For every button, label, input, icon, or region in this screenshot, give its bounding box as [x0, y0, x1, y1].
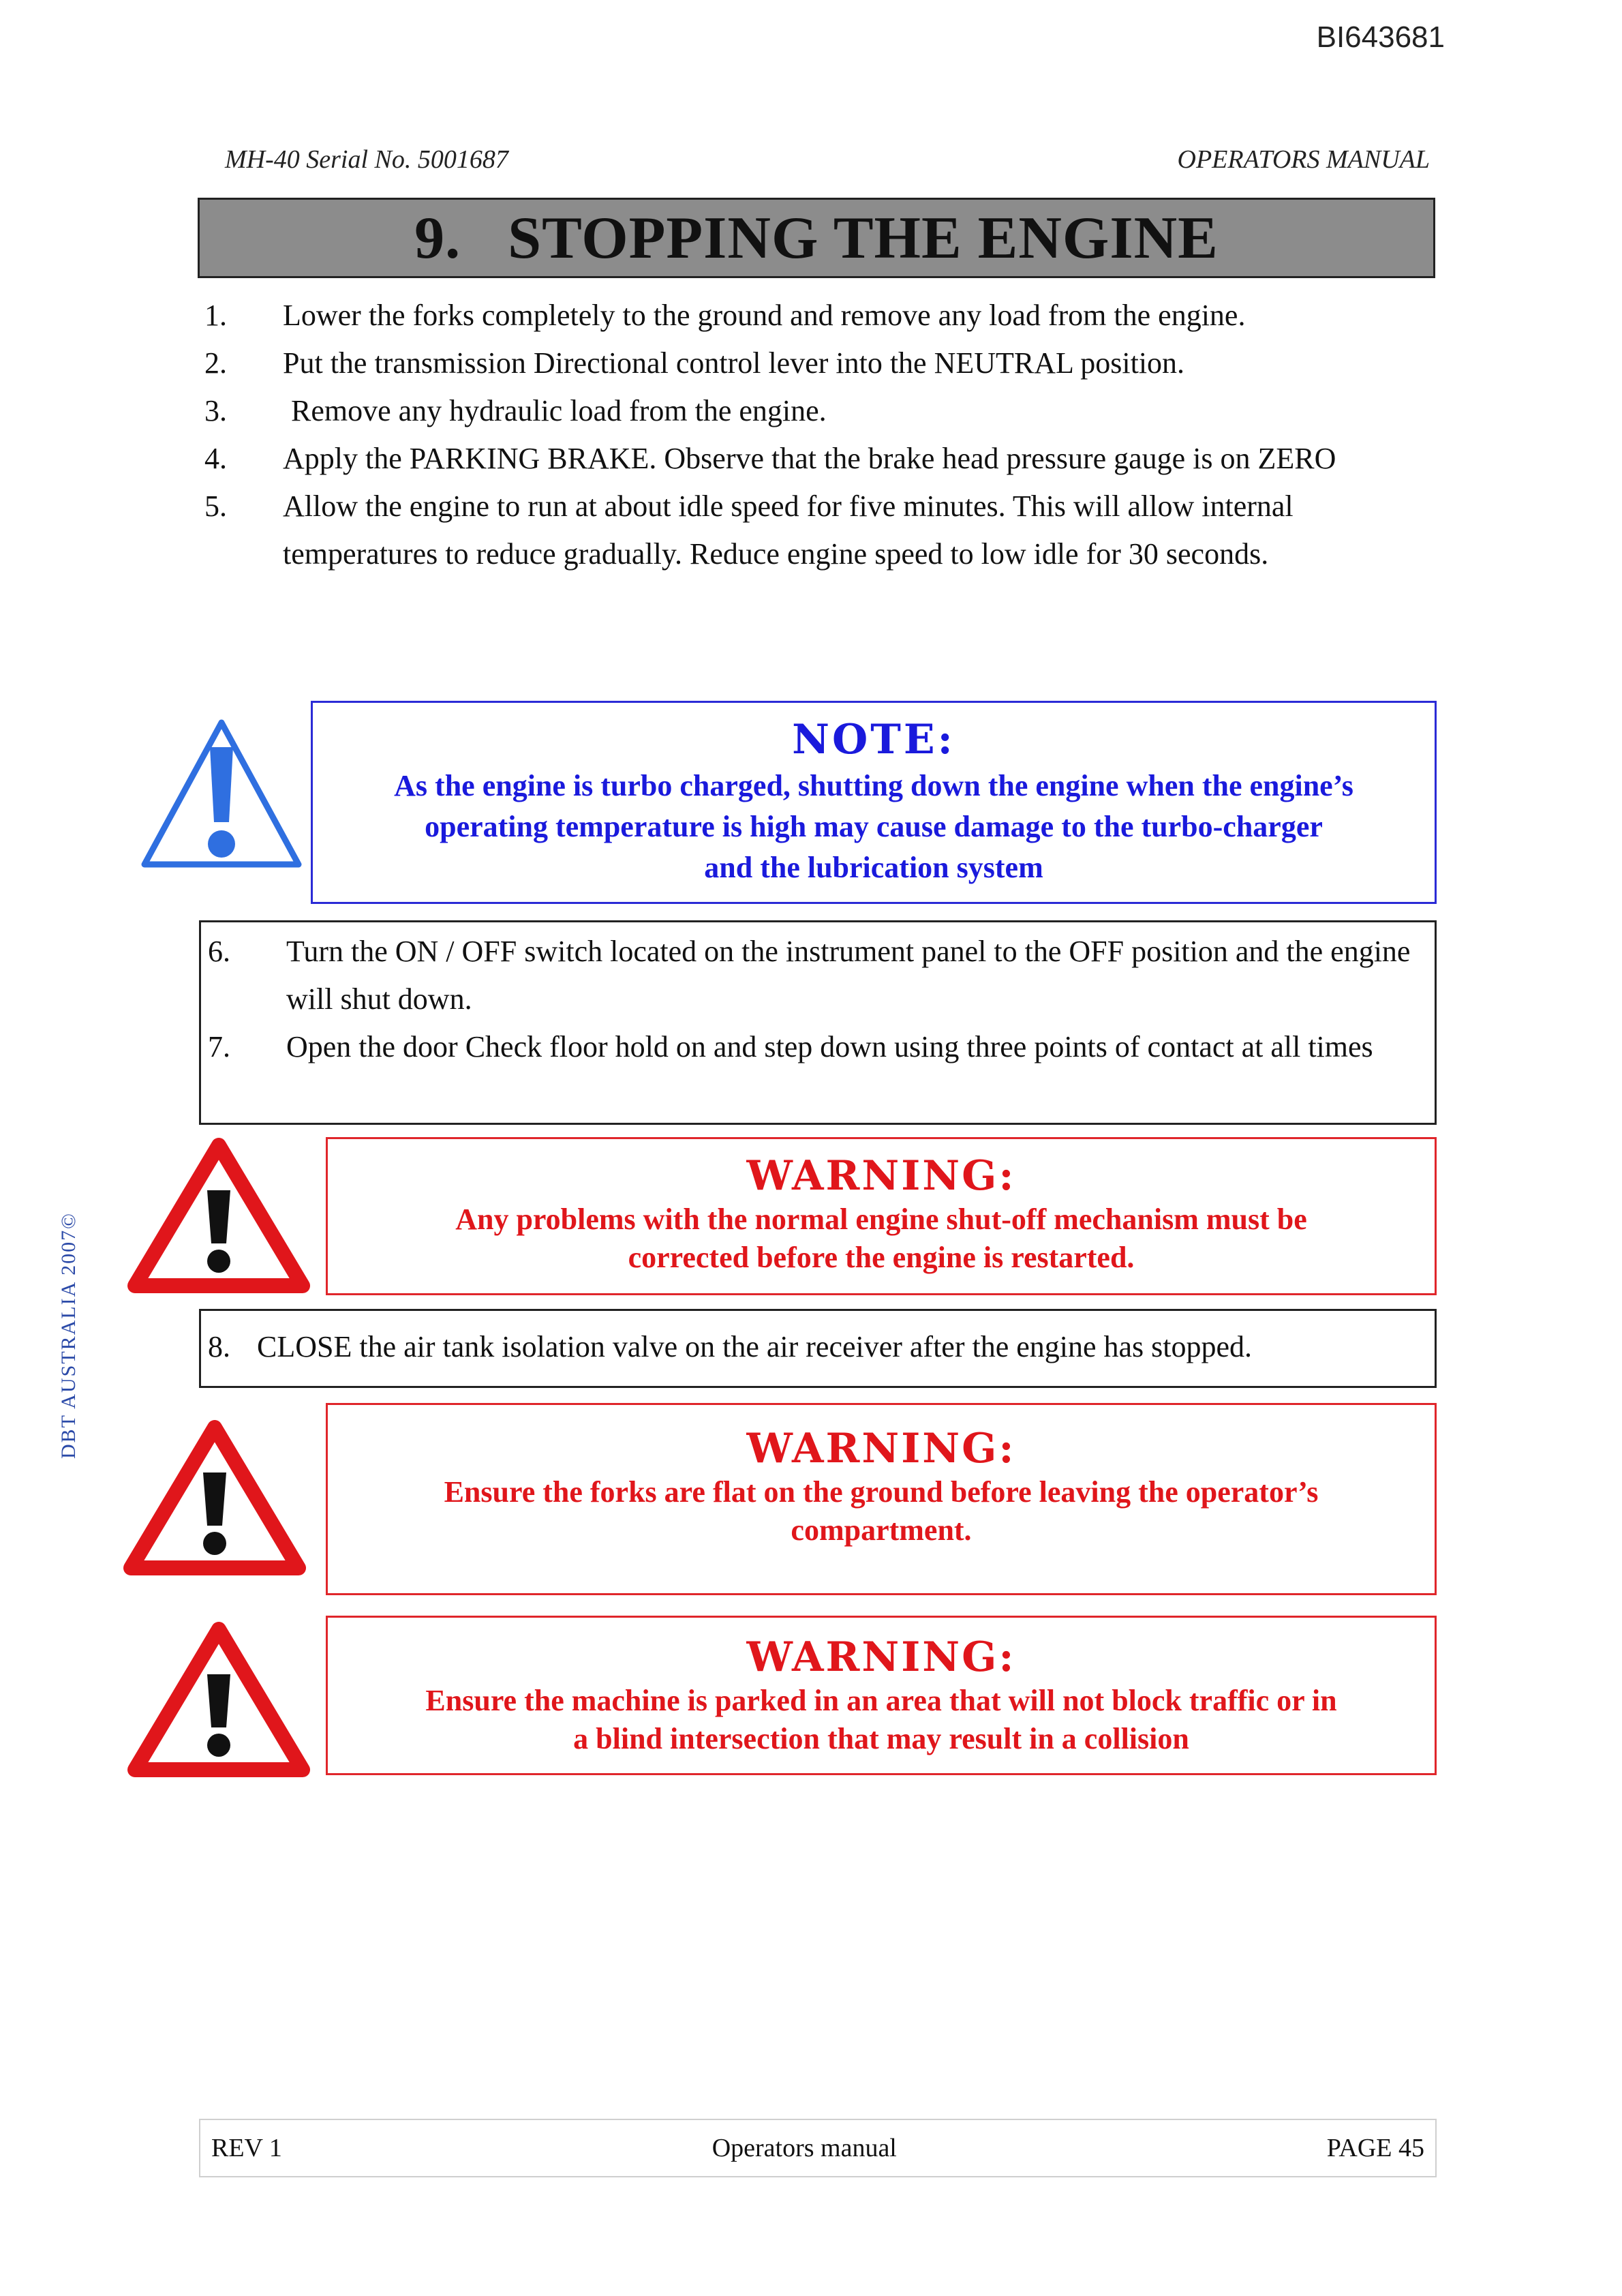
warning-line: Ensure the forks are flat on the ground before leaving the operator’s: [444, 1475, 1319, 1509]
warning-line: a blind intersection that may result in a collision: [573, 1722, 1189, 1755]
step-item: [204, 483, 1438, 578]
warning-box: [326, 1616, 1437, 1775]
step-number: 5.: [204, 489, 227, 523]
step-number: 8.: [208, 1330, 230, 1363]
warning-title: WARNING:: [746, 1633, 1016, 1681]
warning-box: [326, 1403, 1437, 1595]
step-number: 6.: [208, 935, 230, 968]
step-item: [204, 339, 1438, 387]
note-line: As the engine is turbo charged, shutting down the engine when the engine’s: [394, 769, 1353, 802]
step-text: CLOSE the air tank isolation valve on the air receiver after the engine has stopped.: [257, 1330, 1253, 1363]
page-footer: [199, 2119, 1437, 2177]
header-manual: OPERATORS MANUAL: [1177, 145, 1430, 174]
step-text: Apply the PARKING BRAKE. Observe that the brake head pressure gauge is on ZERO: [283, 442, 1336, 475]
note-title: NOTE:: [792, 716, 955, 764]
warning-title: WARNING:: [746, 1152, 1016, 1200]
red-exclamation-triangle-icon: [127, 1621, 311, 1779]
document-id: BI643681: [1316, 20, 1445, 54]
step-item: [208, 928, 1425, 1023]
red-exclamation-triangle-icon: [127, 1137, 311, 1295]
step-number: 3.: [204, 394, 227, 427]
step-text: Turn the ON / OFF switch located on the instrument panel to the OFF position and the engine will shut down.: [286, 935, 1411, 1016]
step-text: Put the transmission Directional control lever into the NEUTRAL position.: [283, 346, 1185, 380]
step-8-box: [199, 1309, 1437, 1388]
step-text: Allow the engine to run at about idle speed for five minutes. This will allow internal temperatures to reduce gradually. Reduce engine speed to low idle for 30 seconds.: [283, 489, 1294, 571]
step-number: 4.: [204, 442, 227, 475]
step-item: [204, 435, 1438, 483]
blue-exclamation-triangle-icon: [136, 714, 307, 871]
step-number: 7.: [208, 1030, 230, 1063]
section-title-bar: [198, 198, 1435, 278]
step-text: Remove any hydraulic load from the engine.: [291, 394, 827, 427]
footer-page-number: PAGE 45: [1326, 2134, 1424, 2162]
step-item: [204, 387, 1438, 435]
footer-title: Operators manual: [711, 2134, 897, 2162]
note-line: operating temperature is high may cause damage to the turbo-charger: [425, 810, 1323, 843]
note-line: and the lubrication system: [704, 851, 1043, 884]
step-item: [208, 1323, 1425, 1371]
step-number: 2.: [204, 346, 227, 380]
step-text: Lower the forks completely to the ground and remove any load from the engine.: [283, 299, 1246, 332]
step-item: [208, 1023, 1425, 1071]
step-text: Open the door Check floor hold on and step down using three points of contact at all times: [286, 1030, 1373, 1063]
copyright-sidebar: [55, 1200, 95, 1459]
steps-list-top: [204, 292, 1438, 578]
warning-box: [326, 1137, 1437, 1295]
footer-revision: REV 1: [211, 2134, 282, 2162]
section-title: 9. STOPPING THE ENGINE: [414, 205, 1219, 271]
warning-line: corrected before the engine is restarted.: [628, 1241, 1135, 1274]
step-number: 1.: [204, 299, 227, 332]
warning-line: Any problems with the normal engine shut-off mechanism must be: [455, 1203, 1307, 1236]
header-serial: MH-40 Serial No. 5001687: [225, 145, 508, 174]
copyright-text: DBT AUSTRALIA 2007©: [57, 1212, 80, 1459]
steps-list-mid: [199, 920, 1437, 1125]
step-item: [204, 292, 1438, 339]
warning-line: compartment.: [791, 1513, 972, 1547]
red-exclamation-triangle-icon: [123, 1419, 307, 1577]
warning-title: WARNING:: [746, 1425, 1016, 1472]
note-box: [311, 701, 1437, 904]
warning-line: Ensure the machine is parked in an area that will not block traffic or in: [425, 1684, 1337, 1717]
